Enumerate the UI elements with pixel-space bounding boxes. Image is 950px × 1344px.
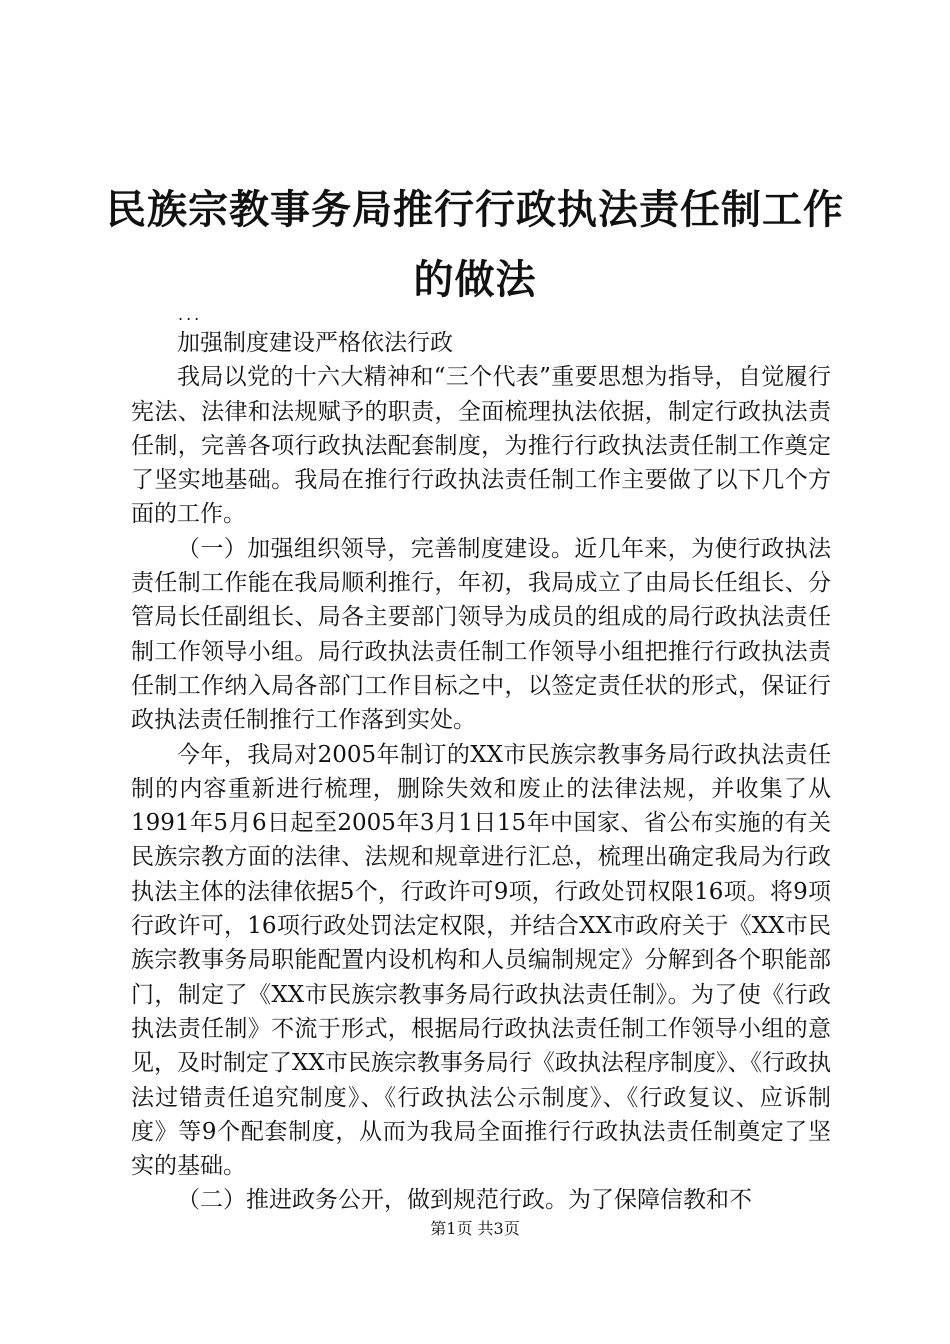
document-title: 民族宗教事务局推行行政执法责任制工作的做法 — [106, 186, 844, 303]
page-number-footer: 第1页 共3页 — [430, 1219, 520, 1238]
body-paragraph: 我局以党的十六大精神和“三个代表”重要思想为指导，自觉履行宪法、法律和法规赋予的职责，全面梳理执法依据，制定行政执法责任制，完善各项行政执法配套制度，为推行行政执法责任制工作奠定了坚实地基础。我局在推行行政执法责任制工作主要做了以下几个方面的工作。 — [131, 364, 831, 528]
body-paragraph: （一）加强组织领导，完善制度建设。近几年来，为使行政执法责任制工作能在我局顺利推行，年初，我局成立了由局长任组长、分管局长任副组长、局各主要部门领导为成员的组成的局行政执法责任制工作领导小组。局行政执法责任制工作领导小组把推行行政执法责任制工作纳入局各部门工作目标之中，以签定责任状的形式，保证行政执法责任制推行工作落到实处。 — [131, 535, 831, 734]
body-paragraph: 今年，我局对2005年制订的XX市民族宗教事务局行政执法责任制的内容重新进行梳理，删除失效和废止的法律法规，并收集了从1991年5月6日起至2005年3月1日15年中国家、省公布实施的有关民族宗教方面的法律、法规和规章进行汇总，梳理出确定我局为行政执法主体的法律依据5个，行政许可9项，行政处罚权限16项。将9项行政许可，16项行政处罚法定权限，并结合XX市政府关于《XX市民族宗教事务局职能配置内设机构和人员编制规定》分解到各个职能部门，制定了《XX市民族宗教事务局行政执法责任制》。为了使《行政执法责任制》不流于形式，根据局行政执法责任制工作领导小组的意见，及时制定了XX市民族宗教事务局行《政执法程序制度》、《行政执法过错责任追究制度》、《行政执法公示制度》、《行政复议、应诉制度》等9个配套制度，从而为我局全面推行行政执法责任制奠定了坚实的基础。 — [131, 741, 831, 1180]
ellipsis-marker: ... — [178, 305, 203, 324]
section-heading: 加强制度建设严格依法行政 — [177, 330, 453, 356]
body-paragraph: （二）推进政务公开，做到规范行政。为了保障信教和不 — [177, 1187, 752, 1214]
document-body — [131, 326, 831, 1218]
